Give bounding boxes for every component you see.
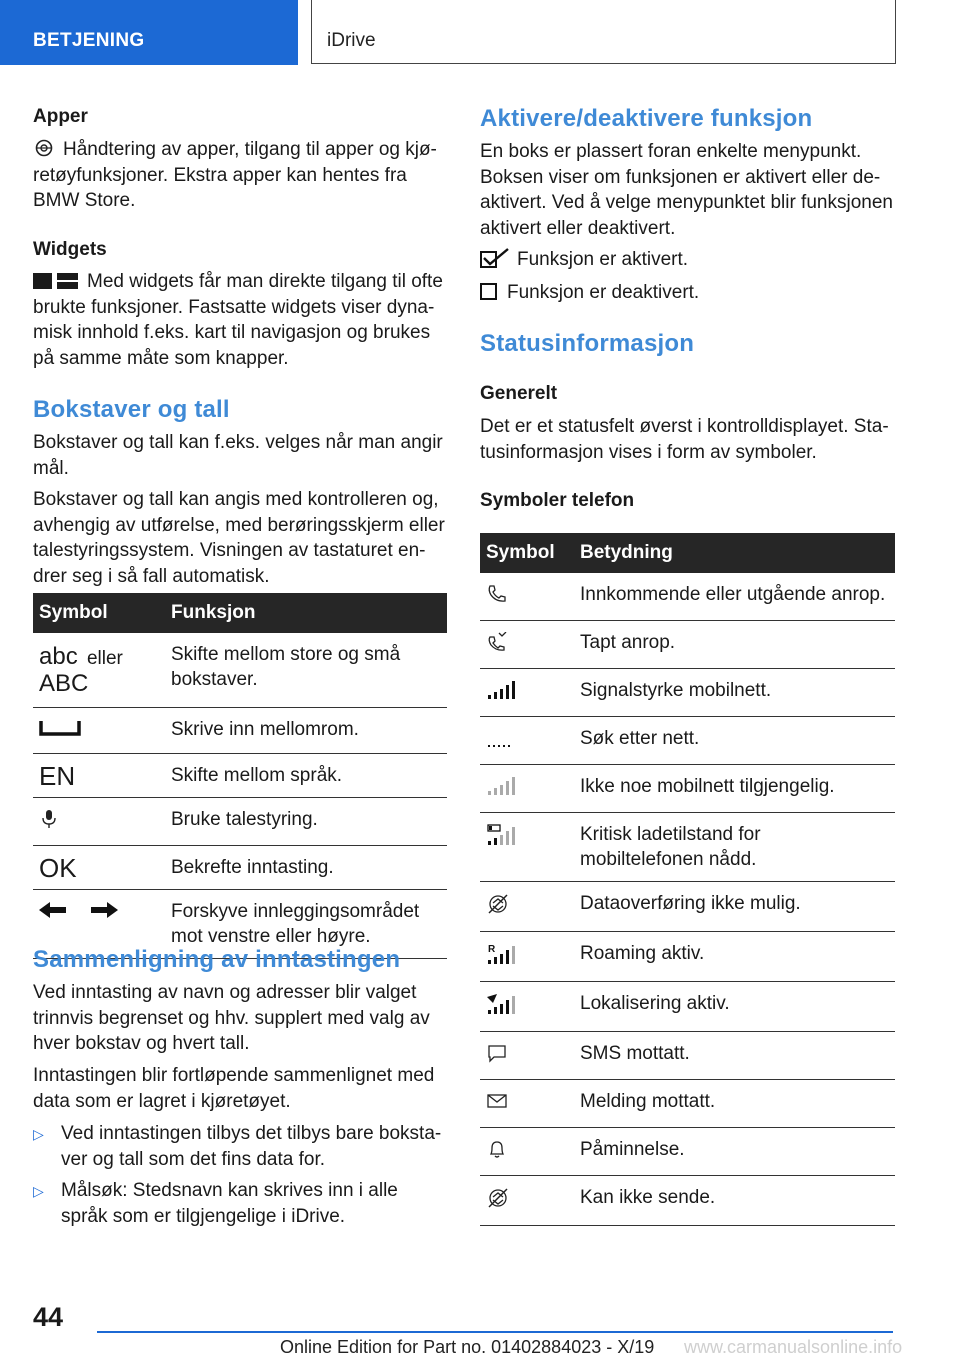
apper-paragraph (33, 137, 447, 214)
table-row (33, 798, 447, 846)
chapter-title: iDrive (327, 30, 376, 51)
bokstaver-heading: Bokstaver og tall (33, 396, 230, 423)
table-row (33, 633, 447, 708)
sammenligning-p1: Ved inntasting av navn og adresser blir valget trinnvis begrenset og hhv. supplert med valg av hver bokstav og hvert tall. (33, 982, 430, 1054)
checkbox-empty-icon (480, 281, 502, 301)
aktivere-paragraph: En boks er plassert foran enkelte menypunkt. Boksen viser om funksjonen er aktivert eller de-aktivert. Ved å velge menypunktet blir funksjonen aktivert eller deaktivert. (480, 141, 893, 239)
status-heading: Statusinformasjon (480, 330, 695, 357)
sammenligning-heading: Sammenligning av inntastingen (33, 946, 401, 973)
table-row (33, 846, 447, 890)
table-row (480, 573, 895, 621)
table-row (480, 932, 895, 982)
section-tab (0, 0, 298, 65)
low-battery-signal-icon (486, 824, 518, 846)
symbol-cell (33, 633, 165, 708)
roaming-icon (486, 943, 518, 965)
phone-icon (486, 584, 508, 604)
apper-heading: Apper (33, 106, 88, 127)
bullet-triangle-icon: ▷ (33, 1126, 44, 1142)
sammenligning-p2: Inntastingen blir fortløpende sammenlignet med data som er lagret i kjøretøyet. (33, 1065, 435, 1112)
function-cell: Bruke talestyring. (165, 798, 447, 846)
widgets-paragraph (33, 269, 449, 371)
symbol-cell (480, 717, 574, 765)
generelt-heading: Generelt (480, 383, 558, 404)
meaning-cell: Ikke noe mobilnett tilgjengelig. (574, 765, 895, 813)
language-icon: EN (33, 754, 165, 798)
deactivated-line (480, 280, 895, 306)
list-item-text: Ved inntastingen tilbys det tilbys bare boksta-ver og tall som det fins data for. (61, 1123, 442, 1170)
table-row (33, 754, 447, 798)
function-cell: Bekrefte inntasting. (165, 846, 447, 890)
signal-strength-icon (486, 680, 516, 700)
column-header: Betydning (574, 533, 895, 573)
page-number: 44 (33, 1302, 64, 1332)
bullet-triangle-icon: ▷ (33, 1183, 44, 1199)
aktivere-heading: Aktivere/deaktivere funksjon (480, 105, 813, 132)
table-row (480, 669, 895, 717)
column-header: Funksjon (165, 593, 447, 633)
meaning-cell: Kan ikke sende. (574, 1176, 895, 1226)
bell-icon (486, 1139, 508, 1159)
watermark: www.carmanualsonline.info (684, 1337, 903, 1357)
symbol-cell (33, 708, 165, 754)
function-cell: Skrive inn mellomrom. (165, 708, 447, 754)
table-row (480, 982, 895, 1032)
symbol-cell (480, 982, 574, 1032)
message-icon (486, 1091, 508, 1111)
meaning-cell: Lokalisering aktiv. (574, 982, 895, 1032)
widgets-text: Med widgets får man direkte tilgang til ofte brukte funksjoner. Fastsatte widgets viser dyna-misk innhold f.eks. kart til navigasjon og brukes på samme måte som knapper. (33, 271, 443, 369)
meaning-cell: SMS mottatt. (574, 1032, 895, 1080)
symboler-telefon-heading: Symboler telefon (480, 490, 635, 511)
table-header-row (480, 533, 895, 573)
localisation-icon (486, 993, 518, 1015)
function-cell: Skifte mellom store og små bokstaver. (165, 633, 447, 708)
column-header: Symbol (33, 593, 165, 633)
table-row (480, 621, 895, 669)
table-row (33, 708, 447, 754)
bokstaver-p2: Bokstaver og tall kan angis med kontrolleren og, avhengig av utførelse, med berøringsskjerm eller talestyringssystem. Visningen av tastaturet en-drer seg i så fall automatisk. (33, 489, 445, 587)
bokstaver-p1: Bokstaver og tall kan f.eks. velges når man angir mål. (33, 432, 443, 479)
sms-icon (486, 1043, 508, 1063)
no-network-icon (486, 776, 516, 796)
generelt-paragraph: Det er et statusfelt øverst i kontrolldisplayet. Sta-tusinformasjon vises i form av symboler. (480, 416, 889, 463)
symbol-cell (480, 573, 574, 621)
table-row (480, 1176, 895, 1226)
meaning-cell: Tapt anrop. (574, 621, 895, 669)
symbol-cell (480, 1128, 574, 1176)
symbol-cell (480, 669, 574, 717)
column-header: Symbol (480, 533, 574, 573)
apps-icon (33, 139, 55, 157)
list-item-text: Målsøk: Stedsnavn kan skrives inn i alle språk som er tilgjengelige i iDrive. (61, 1180, 398, 1227)
symbol-cell (480, 932, 574, 982)
table-row (480, 765, 895, 813)
missed-call-icon (486, 632, 508, 652)
symbol-cell (480, 765, 574, 813)
table-row (480, 813, 895, 882)
searching-network-icon (486, 728, 516, 748)
symbol-cell (480, 1032, 574, 1080)
table-row (480, 882, 895, 932)
no-data-transfer-icon (486, 893, 510, 915)
lowercase-abc-icon: abc (39, 643, 78, 670)
table-header-row (33, 593, 447, 633)
telefon-symbol-table (480, 533, 895, 1226)
microphone-icon (39, 809, 59, 829)
table-row (480, 1128, 895, 1176)
activated-line (480, 247, 895, 273)
symbol-cell (480, 813, 574, 882)
uppercase-abc-icon: ABC (39, 670, 89, 697)
meaning-cell: Påminnelse. (574, 1128, 895, 1176)
deactivated-text: Funksjon er deaktivert. (507, 282, 700, 303)
meaning-cell: Innkommende eller utgående anrop. (574, 573, 895, 621)
meaning-cell: Roaming aktiv. (574, 932, 895, 982)
table-row (480, 1032, 895, 1080)
edition-text: Online Edition for Part no. 01402884023 - X/19 (280, 1337, 655, 1357)
symbol-cell (480, 882, 574, 932)
function-cell: Skifte mellom språk. (165, 754, 447, 798)
table-row (480, 1080, 895, 1128)
table-row (480, 717, 895, 765)
function-cell: Forskyve innleggingsområdet mot venstre eller høyre. (165, 890, 447, 959)
footer-divider (97, 1331, 893, 1333)
svg-text:R: R (488, 944, 496, 955)
symbol-cell (480, 1176, 574, 1226)
arrow-left-icon (39, 901, 67, 919)
cannot-send-icon (486, 1187, 510, 1209)
or-label: eller (86, 648, 123, 669)
meaning-cell: Dataoverføring ikke mulig. (574, 882, 895, 932)
space-bar-icon (39, 719, 81, 737)
apper-text: Håndtering av apper, tilgang til apper og kjø-retøyfunksjoner. Ekstra apper kan hentes fra BMW Store. (33, 139, 437, 211)
meaning-cell: Kritisk ladetilstand for mobiltelefonen nådd. (574, 813, 895, 882)
widgets-heading: Widgets (33, 239, 107, 260)
arrow-right-icon (90, 901, 118, 919)
chapter-title-box (311, 0, 896, 64)
funksjon-table (33, 593, 447, 959)
symbol-cell (480, 1080, 574, 1128)
activated-text: Funksjon er aktivert. (517, 249, 689, 270)
ok-icon: OK (33, 846, 165, 890)
widgets-icon (33, 271, 79, 289)
checkbox-checked-icon (480, 248, 512, 268)
section-label: BETJENING (33, 30, 145, 51)
meaning-cell: Signalstyrke mobilnett. (574, 669, 895, 717)
meaning-cell: Søk etter nett. (574, 717, 895, 765)
meaning-cell: Melding mottatt. (574, 1080, 895, 1128)
symbol-cell (480, 621, 574, 669)
symbol-cell (33, 798, 165, 846)
